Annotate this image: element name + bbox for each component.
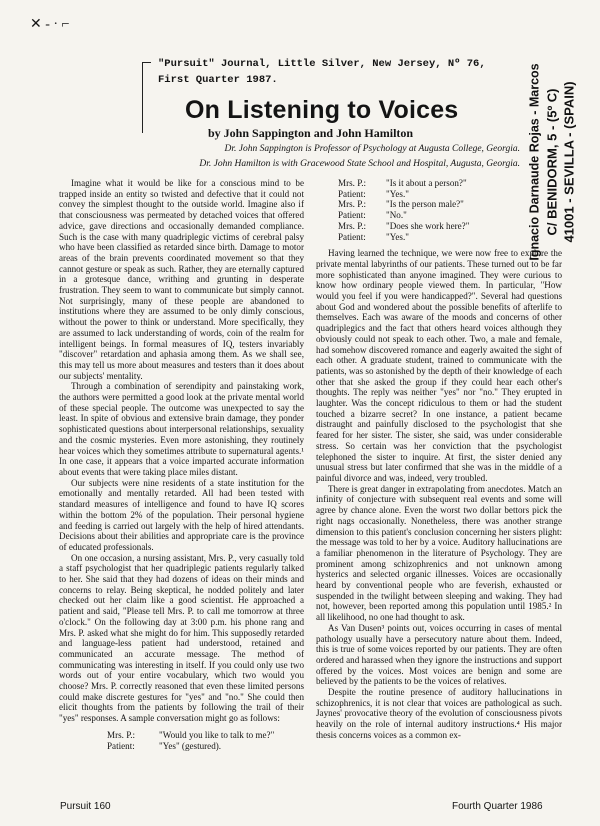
- dialog-line: "Yes" (gestured).: [159, 740, 222, 751]
- sample-dialog: [107, 730, 304, 751]
- dialog-speaker: Patient:: [338, 188, 366, 199]
- dialog-speaker: Mrs. P.:: [338, 178, 367, 188]
- paragraph: As Van Dusen³ points out, voices occurring in cases of mental pathology usually have a persecutory nature about them. Indeed, this is true of some voices reported by our patients. They are often ordered and harassed when they ignore the instructions and support offered by the voices. Most voices are benign and some are believed by the patients to be the voices of relatives.: [316, 622, 562, 687]
- paragraph: Imagine what it would be like for a conscious mind to be trapped inside an entity so twisted and defective that it could not convey the simplest thought to the outside world. Imagine also if that consciousness was permeated by detached voices that offered advice, gave directions and occasionally demanded compliance. Such is the case with many quadriplegic victims of cerebral palsy who have been classified as retarded since birth. Damage to motor areas of the brain prevents coordinated movement so that they cannot gesture or speak as such. Rather, they are eternally captured in a grotesque dance, writhing and grunting in desperate frustration. They seem to want to communicate but simply cannot. Not surprisingly, many of these people are abandoned to institutions where they are assumed to be only dimly conscious, without the power to think or understand. More specifically, they are assumed to lack understanding of words, coin of the realm for intelligent beings. In formal measures of IQ, testers invariably "discover" retardation and aphasia among them. As we shall see, this may tell us more about measures and testers than it does about our subjects' mentality.: [59, 178, 304, 381]
- stamp-city: 41001 - SEVILLA - (SPAIN): [561, 81, 577, 243]
- article-authors: by John Sappington and John Hamilton: [208, 126, 414, 140]
- left-column: [59, 178, 304, 751]
- dialog-line: "No.": [386, 210, 407, 221]
- journal-citation: "Pursuit" Journal, Little Silver, New Jersey, Nº 76,: [158, 58, 486, 70]
- footer-issue: Fourth Quarter 1986: [452, 801, 543, 812]
- dialog-speaker: Mrs. P.:: [338, 199, 367, 210]
- journal-header: [158, 56, 503, 88]
- stamp-street: C/ BENIDORM, 5 - (5º C): [544, 88, 560, 236]
- paragraph: Having learned the technique, we were now free to explore the private mental labyrinths of our patients. These turned out to be far more sophisticated than anyone imagined. They were curious to know how ordinary people viewed them. In particular, "How would you feel if you were handicapped?". Several had questions about God and wondered about the possible benefits of afterlife to themselves. Each was aware of the moods and concerns of other quadriplegics and the fact that others heard voices although they obviously could not speak to each other. Two, a male and female, had somehow discovered romance and eagerly awaited the sight of each other. A graduate student, trained to communicate with the patients, was so astonished by the depth of their knowledge of each other that she asked the group if they could hear each other's thoughts. The reply was neither "yes" nor "no." They erupted in laughter. Was the concept ridiculous to them or had the student touched a bizarre secret? In one instance, a patient became distraught and painfully disclosed to the psychologist that she feared for her sister. The sister, she said, was under considerable stress. So certain was her conviction that the psychologist telephoned the sister to inquire. At first, the sister denied any unusual stress but later confirmed that she was in the middle of a painful divorce and was, indeed, very troubled.: [316, 248, 562, 483]
- margin-scribbles: ✕ - · ⌐: [30, 17, 70, 32]
- dialog-row: [107, 741, 304, 752]
- paragraph: On one occasion, a nursing assistant, Mrs. P., very casually told a staff psychologist that her quadriplegic patients regularly talked to her. She said that they had dozens of ideas on their minds and concerns to relay. Being skeptical, he nodded politely and later checked out her claim like a good scientist. He approached a patient and said, "Please tell Mrs. P. to call me tomorrow at three o'clock." On the following day at 3:00 p.m. his phone rang and Mrs. P. asked what she might do for him. This supposedly retarded and language-less patient had understood, retained and communicated an accurate message. The method of communicating was interesting in itself. If you could only use two words out of your entire vocabulary, which two would you choose? Mrs. P. correctly reasoned that even these limited persons could make discrete gestures for "yes" and "no." She could then elicit thoughts from the patients by following the trail of their "yes" responses. A sample conversation might go as follows:: [59, 552, 304, 724]
- dialog-speaker: Patient:: [107, 740, 135, 751]
- dialog-line: "Yes.": [386, 231, 409, 242]
- dialog-line: "Is the person male?": [386, 199, 464, 210]
- paragraph: Through a combination of serendipity and painstaking work, the authors were permitted a good look at the private mental world of these special people. The outcome was unexpected to say the least. In spite of obvious and extensive brain damage, they ponder sophisticated questions about interpersonal relationships, sexuality and the cosmic mysteries. Even more astonishing, they routinely hear voices which they sometimes attribute to supernatural agents.¹ In one case, it appears that a voice imparted accurate information about events that were taking place miles distant.: [59, 381, 304, 477]
- dialog-speaker: Patient:: [338, 210, 366, 221]
- dialog-row: [107, 730, 304, 741]
- author-affiliation-2: Dr. John Hamilton is with Gracewood State School and Hospital, Augusta, Georgia.: [199, 159, 520, 169]
- dialog-row: [338, 178, 562, 189]
- dialog-line: "Would you like to talk to me?": [159, 729, 275, 740]
- dialog-line: "Is it about a person?": [386, 178, 467, 188]
- right-column: [316, 178, 562, 741]
- dialog-row: [338, 189, 562, 200]
- paragraph: Our subjects were nine residents of a state institution for the emotionally and mentally retarded. All had been tested with standard measures of intelligence and found to have IQ scores within the bottom 2% of the population. Their personal hygiene and feeding is carried out largely with the help of hired attendants. Decisions about their abilities and appropriate care is the province of educated professionals.: [59, 477, 304, 552]
- header-bracket-mark: [142, 62, 151, 133]
- paragraph: Despite the routine presence of auditory hallucinations in schizophrenics, it is not clear that voices are pathological as such. Jaynes' provocative theory of the evolution of consciousness pivots heavily on the role of internal auditory instructions.⁴ His major thesis concerns voices as a common ex-: [316, 687, 562, 740]
- dialog-row: [338, 199, 562, 210]
- stamp-name: Ignacio Darnaude Rojas - Marcos: [527, 63, 542, 261]
- dialog-row: [338, 221, 562, 232]
- dialog-speaker: Patient:: [338, 231, 366, 242]
- footer-page-number: Pursuit 160: [60, 801, 111, 812]
- dialog-line: "Yes.": [386, 188, 409, 199]
- dialog-row: [338, 210, 562, 221]
- author-affiliation-1: Dr. John Sappington is Professor of Psychology at Augusta College, Georgia.: [224, 144, 520, 154]
- paragraph: There is great danger in extrapolating from anecdotes. Match an infinity of conjecture with subsequent real events and some will agree by chance alone. Even the worst two dollar bettors pick the right nags occasionally. Nonetheless, there was another strange dimension to this patient's conclusion concerning her sisters plight: the message was told to her by a voice. Auditory hallucinations are a familiar phenomenon in the literature of Psychology. They are prominent among schizophrenics and not unknown among hysterics and selected organic illnesses. Voices are occasionally heard by conventional people who are feverish, exhausted or suspended in the twilight between sleeping and waking. They had not, however, been reported among this population until 1985.² In all likelihood, no one had thought to ask.: [316, 483, 562, 623]
- sample-dialog-continued: [338, 178, 562, 242]
- dialog-speaker: Mrs. P.:: [338, 220, 367, 231]
- article-title: On Listening to Voices: [185, 96, 459, 124]
- dialog-row: [338, 232, 562, 243]
- dialog-speaker: Mrs. P.:: [107, 729, 136, 740]
- journal-issue: First Quarter 1987.: [158, 74, 278, 86]
- dialog-line: "Does she work here?": [386, 220, 470, 231]
